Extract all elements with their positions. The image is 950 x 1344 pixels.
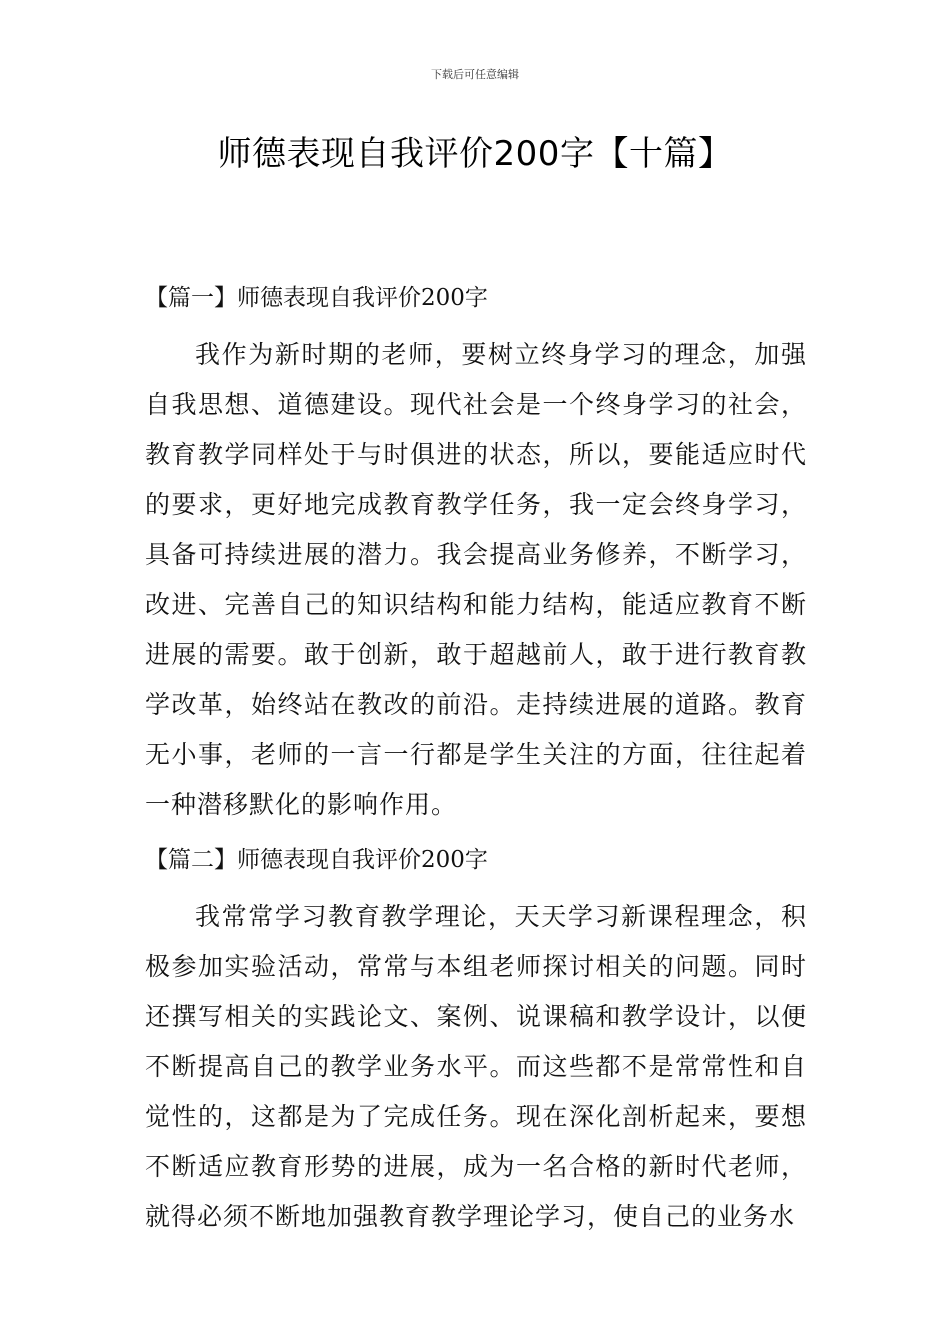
document-body	[145, 280, 807, 1242]
header-note: 下载后可任意编辑	[431, 68, 519, 81]
section-1	[145, 280, 807, 830]
section-2	[145, 842, 807, 1242]
section-paragraph: 我作为新时期的老师，要树立终身学习的理念，加强自我思想、道德建设。现代社会是一个终身学习的社会，教育教学同样处于与时俱进的状态，所以，要能适应时代的要求，更好地完成教育教学任务，我一定会终身学习，具备可持续进展的潜力。我会提高业务修养，不断学习，改进、完善自己的知识结构和能力结构，能适应教育不断进展的需要。敢于创新，敢于超越前人，敢于进行教育教学改革，始终站在教改的前沿。走持续进展的道路。教育无小事，老师的一言一行都是学生关注的方面，往往起着一种潜移默化的影响作用。	[145, 340, 807, 819]
section-heading: 【篇一】师德表现自我评价200字	[145, 285, 488, 311]
section-paragraph: 我常常学习教育教学理论，天天学习新课程理念，积极参加实验活动，常常与本组老师探讨相关的问题。同时还撰写相关的实践论文、案例、说课稿和教学设计，以便不断提高自己的教学业务水平。而这些都不是常常性和自觉性的，这都是为了完成任务。现在深化剖析起来，要想不断适应教育形势的进展，成为一名合格的新时代老师，就得必须不断地加强教育教学理论学习，使自己的业务水	[145, 902, 807, 1231]
document-title: 师德表现自我评价200字【十篇】	[217, 134, 733, 174]
section-heading: 【篇二】师德表现自我评价200字	[145, 847, 488, 873]
